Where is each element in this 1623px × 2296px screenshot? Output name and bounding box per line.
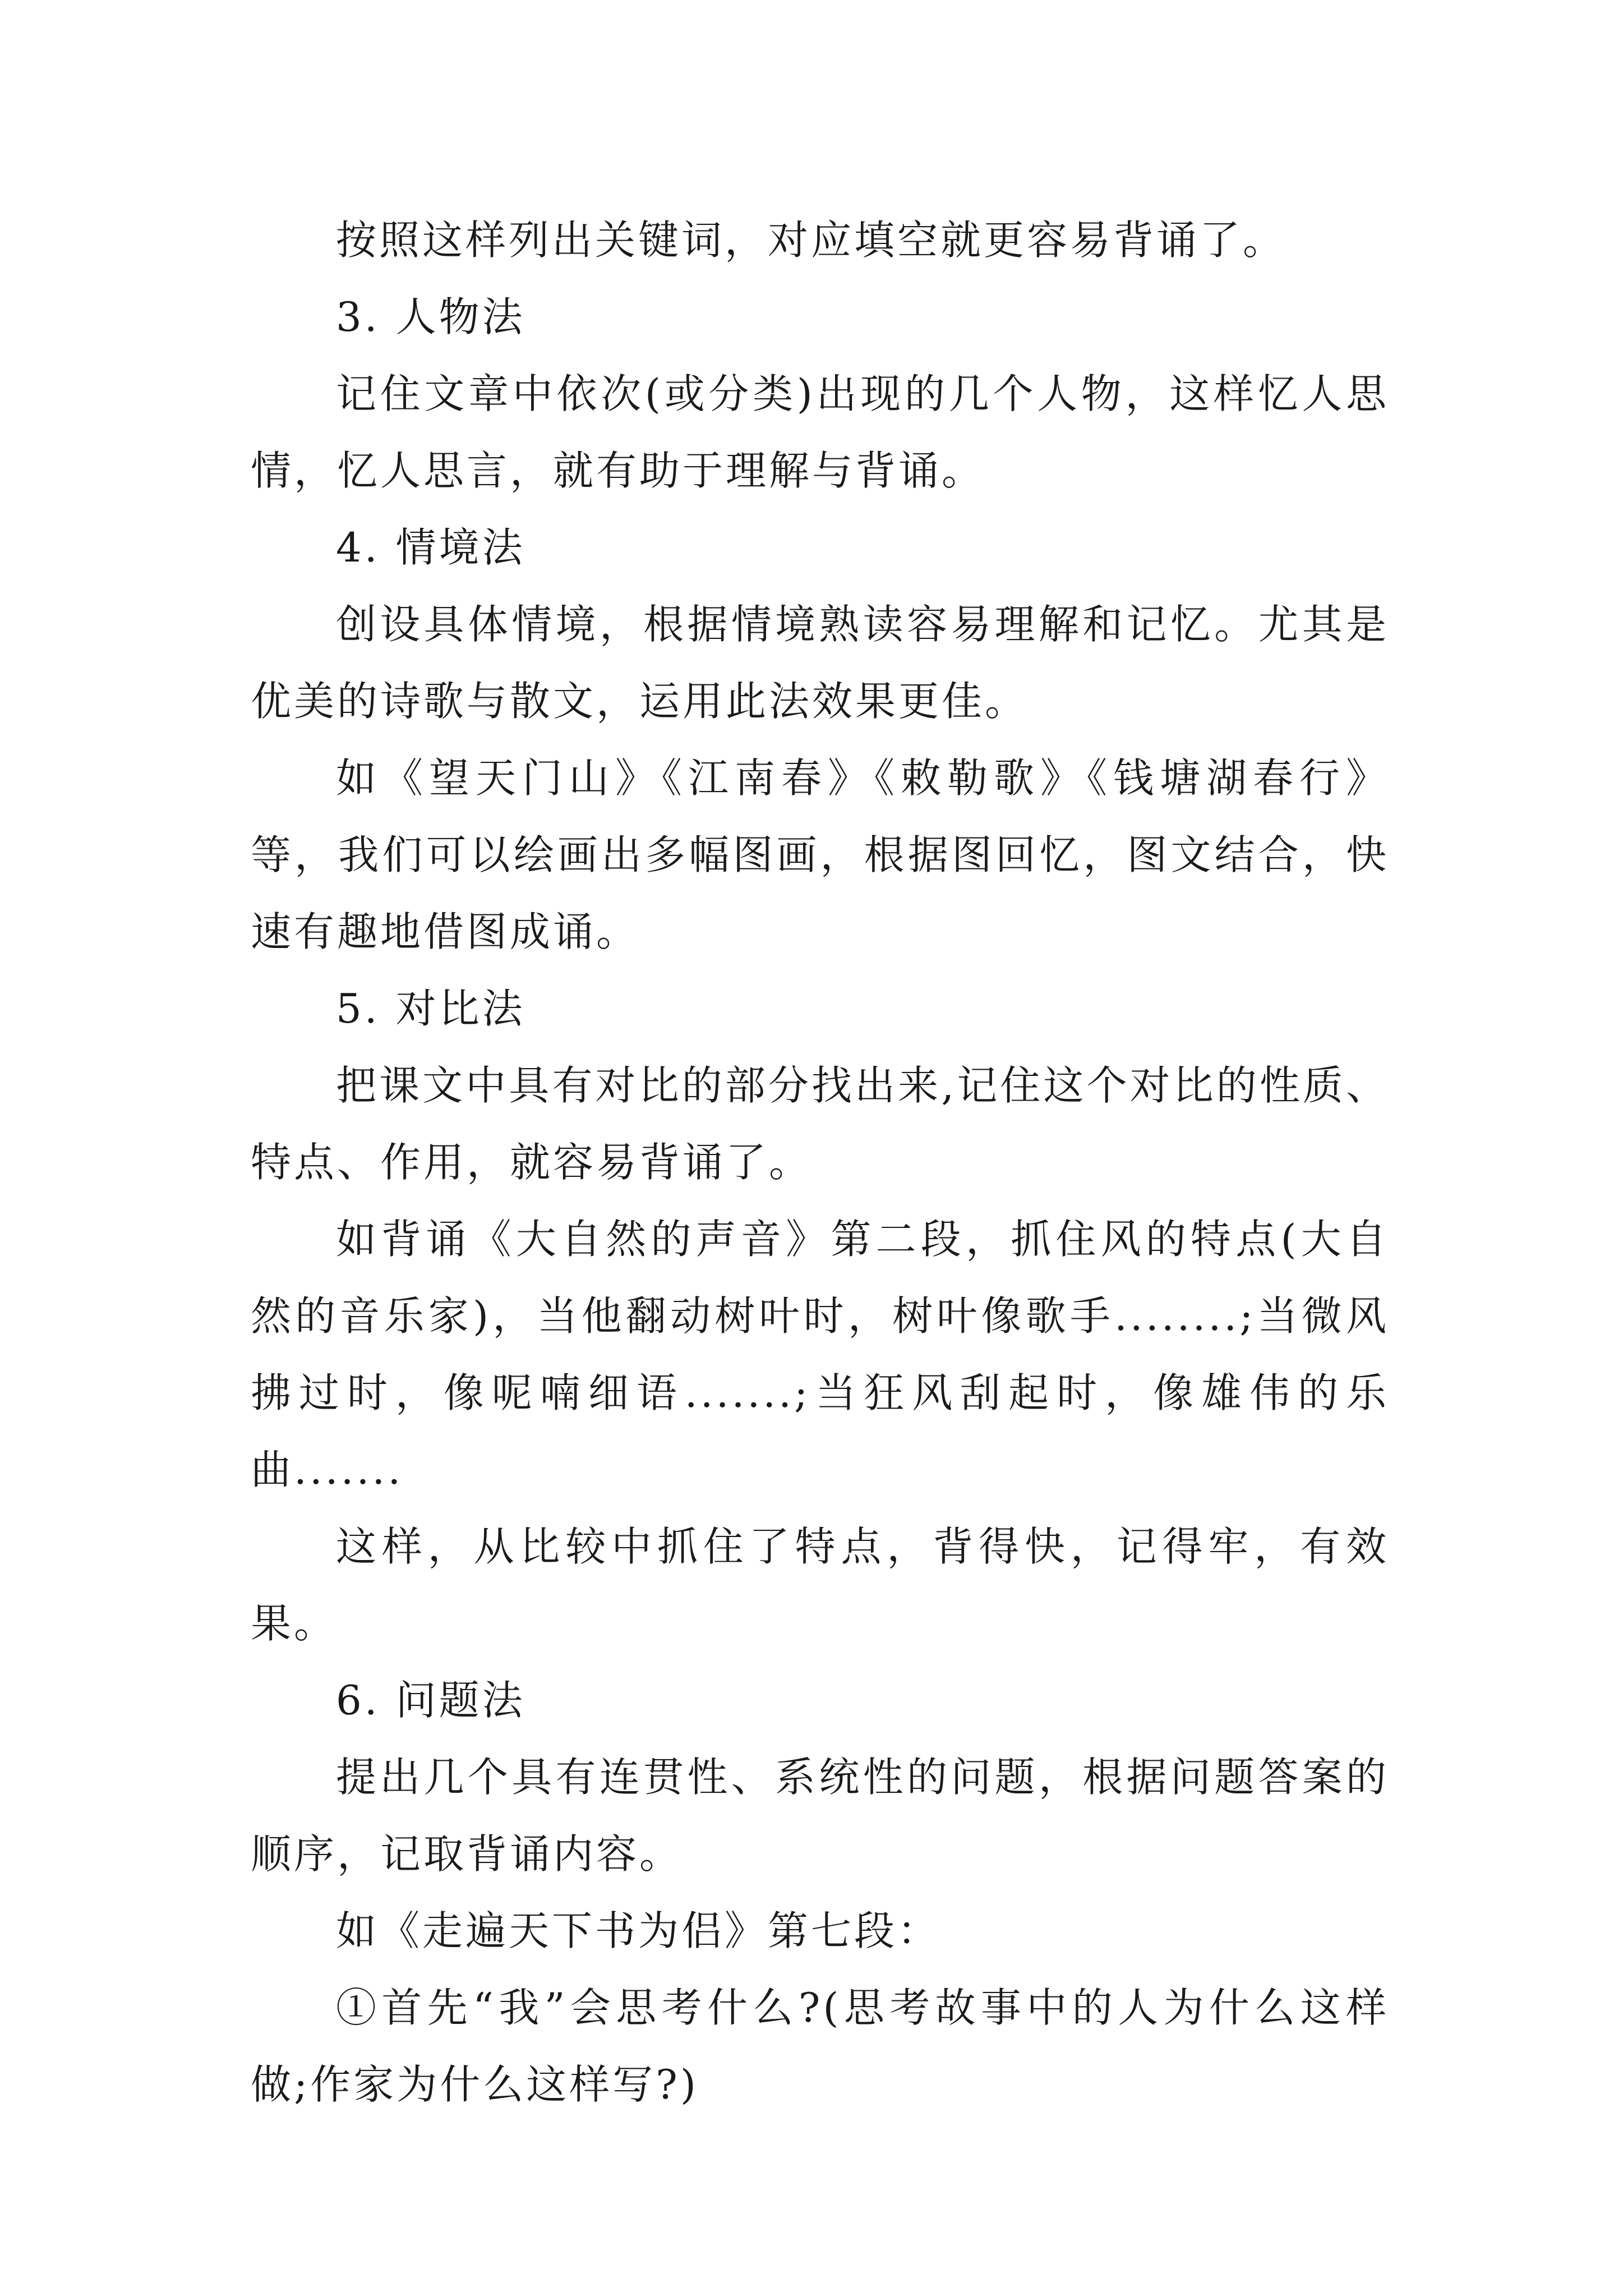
heading-question-method: 6. 问题法 <box>336 1677 525 1724</box>
paragraph-scenario-example: 如《望天门山》《江南春》《敕勒歌》《钱塘湖春行》等，我们可以绘画出多幅图画，根据图回忆，图文结合，快速有趣地借图成诵。 <box>251 754 1389 955</box>
heading-scenario-method: 4. 情境法 <box>336 524 525 571</box>
paragraph-scenario-method: 创设具体情境，根据情境熟读容易理解和记忆。尤其是优美的诗歌与散文，运用此法效果更佳。 <box>251 601 1389 725</box>
heading-character-method: 3. 人物法 <box>336 293 525 341</box>
paragraph-question-example-intro: 如《走遍天下书为侣》第七段： <box>336 1907 941 1954</box>
paragraph-contrast-summary: 这样，从比较中抓住了特点，背得快，记得牢，有效果。 <box>251 1523 1389 1647</box>
document-body <box>251 202 1389 2123</box>
paragraph-character-method: 记住文章中依次(或分类)出现的几个人物，这样忆人思情，忆人思言，就有助于理解与背诵。 <box>251 370 1389 494</box>
paragraph-contrast-method: 把课文中具有对比的部分找出来,记住这个对比的性质、特点、作用，就容易背诵了。 <box>251 1062 1389 1186</box>
paragraph-question-method: 提出几个具有连贯性、系统性的问题，根据问题答案的顺序，记取背诵内容。 <box>251 1754 1389 1878</box>
paragraph-contrast-example: 如背诵《大自然的声音》第二段，抓住风的特点(大自然的音乐家)，当他翻动树叶时，树叶像歌手........;当微风拂过时，像呢喃细语.......;当狂风刮起时，像雄伟的乐曲....... <box>251 1216 1389 1493</box>
heading-contrast-method: 5. 对比法 <box>336 985 525 1032</box>
paragraph-keywords-conclusion: 按照这样列出关键词，对应填空就更容易背诵了。 <box>336 217 1287 264</box>
paragraph-question-example-first: ①首先“我”会思考什么?(思考故事中的人为什么这样做;作家为什么这样写?) <box>251 1984 1389 2108</box>
